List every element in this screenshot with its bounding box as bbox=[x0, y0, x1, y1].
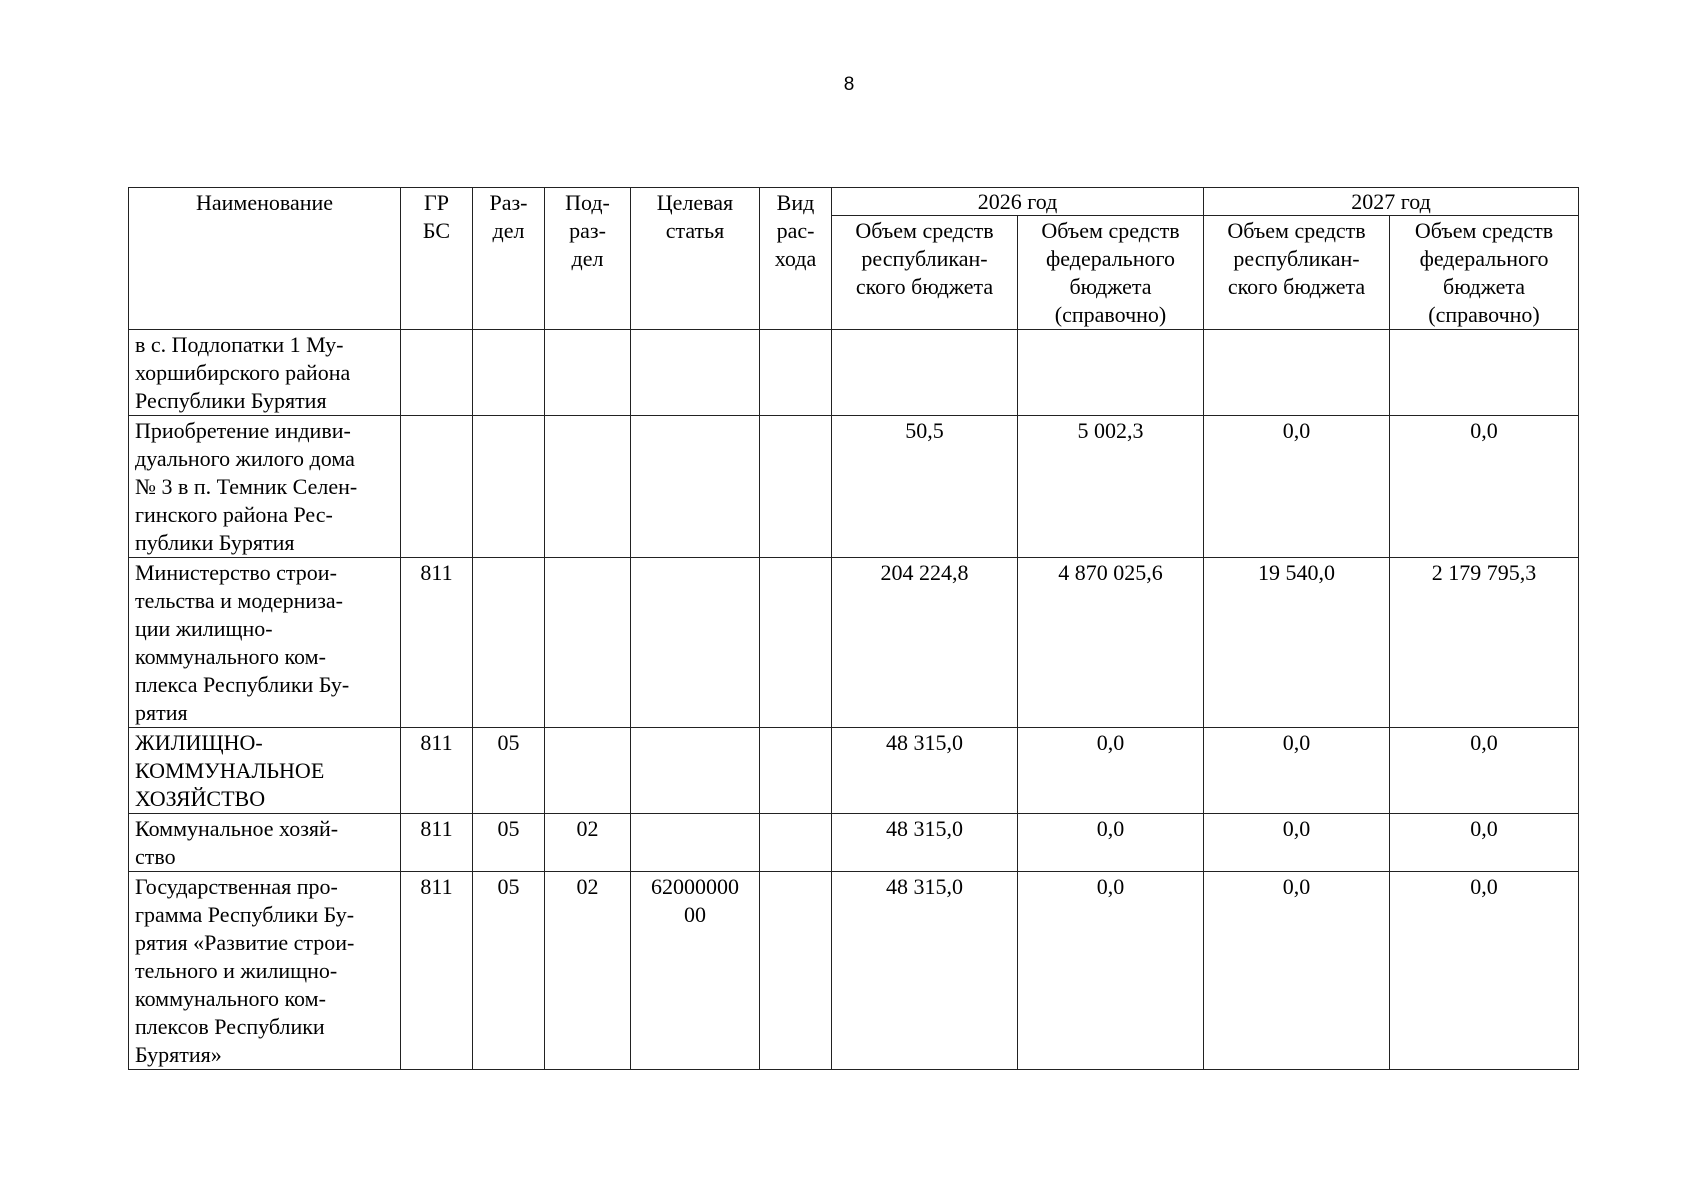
row-name: в с. Подлопатки 1 Му- хоршибирского района Республики Бурятия bbox=[129, 330, 401, 416]
header-fed-budget-2026: Объем средств федерального бюджета (справочно) bbox=[1018, 216, 1204, 330]
table-row bbox=[129, 330, 1579, 416]
row-celevaya bbox=[631, 416, 760, 558]
row-grbs: 811 bbox=[401, 872, 473, 1070]
row-rep-2027: 0,0 bbox=[1204, 728, 1390, 814]
table-row bbox=[129, 558, 1579, 728]
row-name: ЖИЛИЩНО- КОММУНАЛЬНОЕ ХОЗЯЙСТВО bbox=[129, 728, 401, 814]
header-vid: Вид рас- хода bbox=[760, 188, 832, 330]
header-celevaya: Целевая статья bbox=[631, 188, 760, 330]
row-fed-2026: 0,0 bbox=[1018, 814, 1204, 872]
row-grbs bbox=[401, 416, 473, 558]
row-fed-2027: 0,0 bbox=[1390, 728, 1579, 814]
row-podrazdel bbox=[545, 728, 631, 814]
header-year-2027: 2027 год bbox=[1204, 188, 1579, 216]
row-celevaya bbox=[631, 330, 760, 416]
row-grbs bbox=[401, 330, 473, 416]
row-celevaya: 62000000 00 bbox=[631, 872, 760, 1070]
row-vid bbox=[760, 558, 832, 728]
row-fed-2026: 0,0 bbox=[1018, 728, 1204, 814]
header-name: Наименование bbox=[129, 188, 401, 330]
row-grbs: 811 bbox=[401, 728, 473, 814]
row-name: Государственная про- грамма Республики Бу- рятия «Развитие строи- тельного и жилищно- коммунального ком- плексов Республики Бурятия» bbox=[129, 872, 401, 1070]
row-fed-2026: 5 002,3 bbox=[1018, 416, 1204, 558]
row-rep-2027: 0,0 bbox=[1204, 814, 1390, 872]
table-row bbox=[129, 872, 1579, 1070]
header-rep-budget-2026: Объем средств республикан- ского бюджета bbox=[832, 216, 1018, 330]
row-rep-2026: 48 315,0 bbox=[832, 814, 1018, 872]
row-rep-2026: 48 315,0 bbox=[832, 872, 1018, 1070]
row-fed-2026: 0,0 bbox=[1018, 872, 1204, 1070]
header-grbs: ГР БС bbox=[401, 188, 473, 330]
row-fed-2027 bbox=[1390, 330, 1579, 416]
row-rep-2026 bbox=[832, 330, 1018, 416]
row-vid bbox=[760, 872, 832, 1070]
row-vid bbox=[760, 814, 832, 872]
row-celevaya bbox=[631, 814, 760, 872]
row-podrazdel bbox=[545, 416, 631, 558]
row-celevaya bbox=[631, 558, 760, 728]
row-fed-2027: 0,0 bbox=[1390, 416, 1579, 558]
row-fed-2027: 2 179 795,3 bbox=[1390, 558, 1579, 728]
budget-table bbox=[128, 187, 1579, 1070]
row-rep-2027: 0,0 bbox=[1204, 872, 1390, 1070]
row-fed-2026: 4 870 025,6 bbox=[1018, 558, 1204, 728]
row-grbs: 811 bbox=[401, 558, 473, 728]
row-name: Министерство строи- тельства и модерниза- ции жилищно- коммунального ком- плекса Республики Бу- рятия bbox=[129, 558, 401, 728]
row-vid bbox=[760, 416, 832, 558]
row-grbs: 811 bbox=[401, 814, 473, 872]
row-rep-2027 bbox=[1204, 330, 1390, 416]
row-name: Приобретение индиви- дуального жилого дома № 3 в п. Темник Селен- гинского района Рес- публики Бурятия bbox=[129, 416, 401, 558]
row-podrazdel: 02 bbox=[545, 814, 631, 872]
row-fed-2027: 0,0 bbox=[1390, 872, 1579, 1070]
row-rep-2026: 204 224,8 bbox=[832, 558, 1018, 728]
header-fed-budget-2027: Объем средств федерального бюджета (справочно) bbox=[1390, 216, 1579, 330]
row-razdel: 05 bbox=[473, 728, 545, 814]
row-fed-2027: 0,0 bbox=[1390, 814, 1579, 872]
page-number: 8 bbox=[843, 74, 855, 95]
header-podrazdel: Под- раз- дел bbox=[545, 188, 631, 330]
row-razdel: 05 bbox=[473, 814, 545, 872]
header-rep-budget-2027: Объем средств республикан- ского бюджета bbox=[1204, 216, 1390, 330]
row-name: Коммунальное хозяй- ство bbox=[129, 814, 401, 872]
header-year-2026: 2026 год bbox=[832, 188, 1204, 216]
row-razdel bbox=[473, 330, 545, 416]
row-podrazdel bbox=[545, 558, 631, 728]
row-razdel bbox=[473, 558, 545, 728]
row-vid bbox=[760, 728, 832, 814]
row-rep-2026: 50,5 bbox=[832, 416, 1018, 558]
row-rep-2027: 0,0 bbox=[1204, 416, 1390, 558]
row-rep-2026: 48 315,0 bbox=[832, 728, 1018, 814]
table-row bbox=[129, 416, 1579, 558]
header-razdel: Раз- дел bbox=[473, 188, 545, 330]
table-row bbox=[129, 728, 1579, 814]
row-razdel bbox=[473, 416, 545, 558]
table-row bbox=[129, 814, 1579, 872]
row-podrazdel: 02 bbox=[545, 872, 631, 1070]
row-fed-2026 bbox=[1018, 330, 1204, 416]
row-podrazdel bbox=[545, 330, 631, 416]
row-celevaya bbox=[631, 728, 760, 814]
row-razdel: 05 bbox=[473, 872, 545, 1070]
row-rep-2027: 19 540,0 bbox=[1204, 558, 1390, 728]
row-vid bbox=[760, 330, 832, 416]
